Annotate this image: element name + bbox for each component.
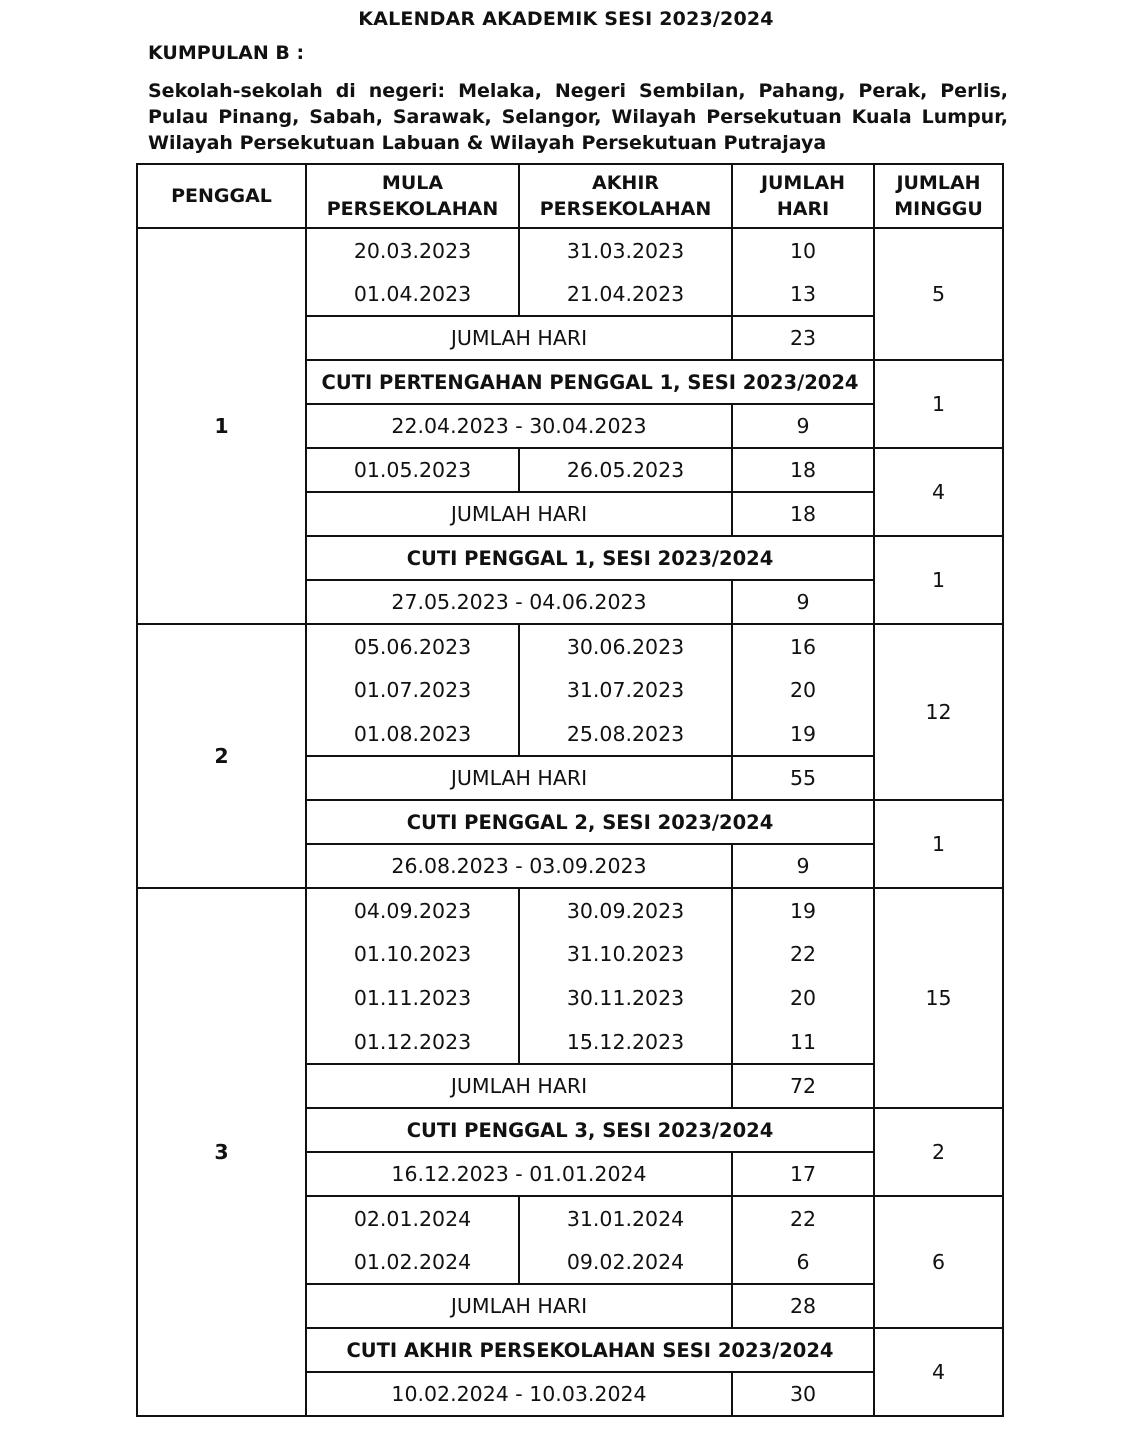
end-date: 30.11.2023: [519, 976, 732, 1020]
holiday-title: CUTI PENGGAL 1, SESI 2023/2024: [306, 536, 874, 580]
day-count: 9: [732, 404, 874, 448]
group-label: KUMPULAN B :: [148, 42, 305, 64]
day-count: 9: [732, 580, 874, 624]
header-akhir: AKHIR PERSEKOLAHAN: [519, 164, 732, 228]
week-count: 4: [874, 1328, 1003, 1416]
day-count: 17: [732, 1152, 874, 1196]
week-count: 1: [874, 536, 1003, 624]
total-days: 18: [732, 492, 874, 536]
total-days: 28: [732, 1284, 874, 1328]
term-number: 3: [137, 888, 306, 1416]
week-count: 1: [874, 800, 1003, 888]
day-count: 18: [732, 448, 874, 492]
start-date: 01.07.2023: [306, 668, 519, 712]
total-label: JUMLAH HARI: [306, 756, 732, 800]
total-label: JUMLAH HARI: [306, 316, 732, 360]
table-row: [137, 228, 1003, 272]
calendar-table: [136, 163, 1004, 1417]
day-count: 20: [732, 976, 874, 1020]
week-count: 4: [874, 448, 1003, 536]
total-label: JUMLAH HARI: [306, 1064, 732, 1108]
total-label: JUMLAH HARI: [306, 492, 732, 536]
end-date: 30.06.2023: [519, 624, 732, 668]
start-date: 02.01.2024: [306, 1196, 519, 1240]
day-count: 22: [732, 1196, 874, 1240]
start-date: 01.04.2023: [306, 272, 519, 316]
start-date: 04.09.2023: [306, 888, 519, 932]
total-days: 23: [732, 316, 874, 360]
end-date: 21.04.2023: [519, 272, 732, 316]
start-date: 01.11.2023: [306, 976, 519, 1020]
header-jumlah-minggu: JUMLAH MINGGU: [874, 164, 1003, 228]
day-count: 10: [732, 228, 874, 272]
holiday-title: CUTI AKHIR PERSEKOLAHAN SESI 2023/2024: [306, 1328, 874, 1372]
states-description: Sekolah-sekolah di negeri: Melaka, Negeri Sembilan, Pahang, Perak, Perlis, Pulau Pinang, Sabah, Sarawak, Selangor, Wilayah Persekutuan Kuala Lumpur, Wilayah Persekutuan Labuan & Wilayah Persekutuan Putrajaya: [148, 80, 1008, 154]
table-row: [137, 888, 1003, 932]
week-count: 2: [874, 1108, 1003, 1196]
day-count: 9: [732, 844, 874, 888]
holiday-range: 27.05.2023 - 04.06.2023: [306, 580, 732, 624]
start-date: 01.12.2023: [306, 1020, 519, 1064]
day-count: 16: [732, 624, 874, 668]
start-date: 05.06.2023: [306, 624, 519, 668]
total-label: JUMLAH HARI: [306, 1284, 732, 1328]
total-days: 55: [732, 756, 874, 800]
page-title: KALENDAR AKADEMIK SESI 2023/2024: [358, 8, 774, 30]
day-count: 6: [732, 1240, 874, 1284]
end-date: 15.12.2023: [519, 1020, 732, 1064]
day-count: 30: [732, 1372, 874, 1416]
week-count: 5: [874, 228, 1003, 360]
total-days: 72: [732, 1064, 874, 1108]
end-date: 09.02.2024: [519, 1240, 732, 1284]
week-count: 1: [874, 360, 1003, 448]
start-date: 01.05.2023: [306, 448, 519, 492]
holiday-range: 10.02.2024 - 10.03.2024: [306, 1372, 732, 1416]
term-number: 1: [137, 228, 306, 624]
holiday-range: 16.12.2023 - 01.01.2024: [306, 1152, 732, 1196]
start-date: 01.08.2023: [306, 712, 519, 756]
week-count: 6: [874, 1196, 1003, 1328]
end-date: 25.08.2023: [519, 712, 732, 756]
day-count: 11: [732, 1020, 874, 1064]
holiday-title: CUTI PENGGAL 3, SESI 2023/2024: [306, 1108, 874, 1152]
week-count: 15: [874, 888, 1003, 1108]
day-count: 19: [732, 712, 874, 756]
end-date: 31.10.2023: [519, 932, 732, 976]
end-date: 31.07.2023: [519, 668, 732, 712]
holiday-title: CUTI PERTENGAHAN PENGGAL 1, SESI 2023/2024: [306, 360, 874, 404]
header-mula: MULA PERSEKOLAHAN: [306, 164, 519, 228]
start-date: 01.10.2023: [306, 932, 519, 976]
start-date: 20.03.2023: [306, 228, 519, 272]
end-date: 31.03.2023: [519, 228, 732, 272]
end-date: 31.01.2024: [519, 1196, 732, 1240]
header-penggal: PENGGAL: [137, 164, 306, 228]
end-date: 26.05.2023: [519, 448, 732, 492]
day-count: 22: [732, 932, 874, 976]
end-date: 30.09.2023: [519, 888, 732, 932]
table-row: [137, 624, 1003, 668]
term-number: 2: [137, 624, 306, 888]
day-count: 13: [732, 272, 874, 316]
week-count: 12: [874, 624, 1003, 800]
holiday-title: CUTI PENGGAL 2, SESI 2023/2024: [306, 800, 874, 844]
header-row: [137, 164, 1003, 228]
holiday-range: 26.08.2023 - 03.09.2023: [306, 844, 732, 888]
header-jumlah-hari: JUMLAH HARI: [732, 164, 874, 228]
holiday-range: 22.04.2023 - 30.04.2023: [306, 404, 732, 448]
start-date: 01.02.2024: [306, 1240, 519, 1284]
day-count: 19: [732, 888, 874, 932]
day-count: 20: [732, 668, 874, 712]
